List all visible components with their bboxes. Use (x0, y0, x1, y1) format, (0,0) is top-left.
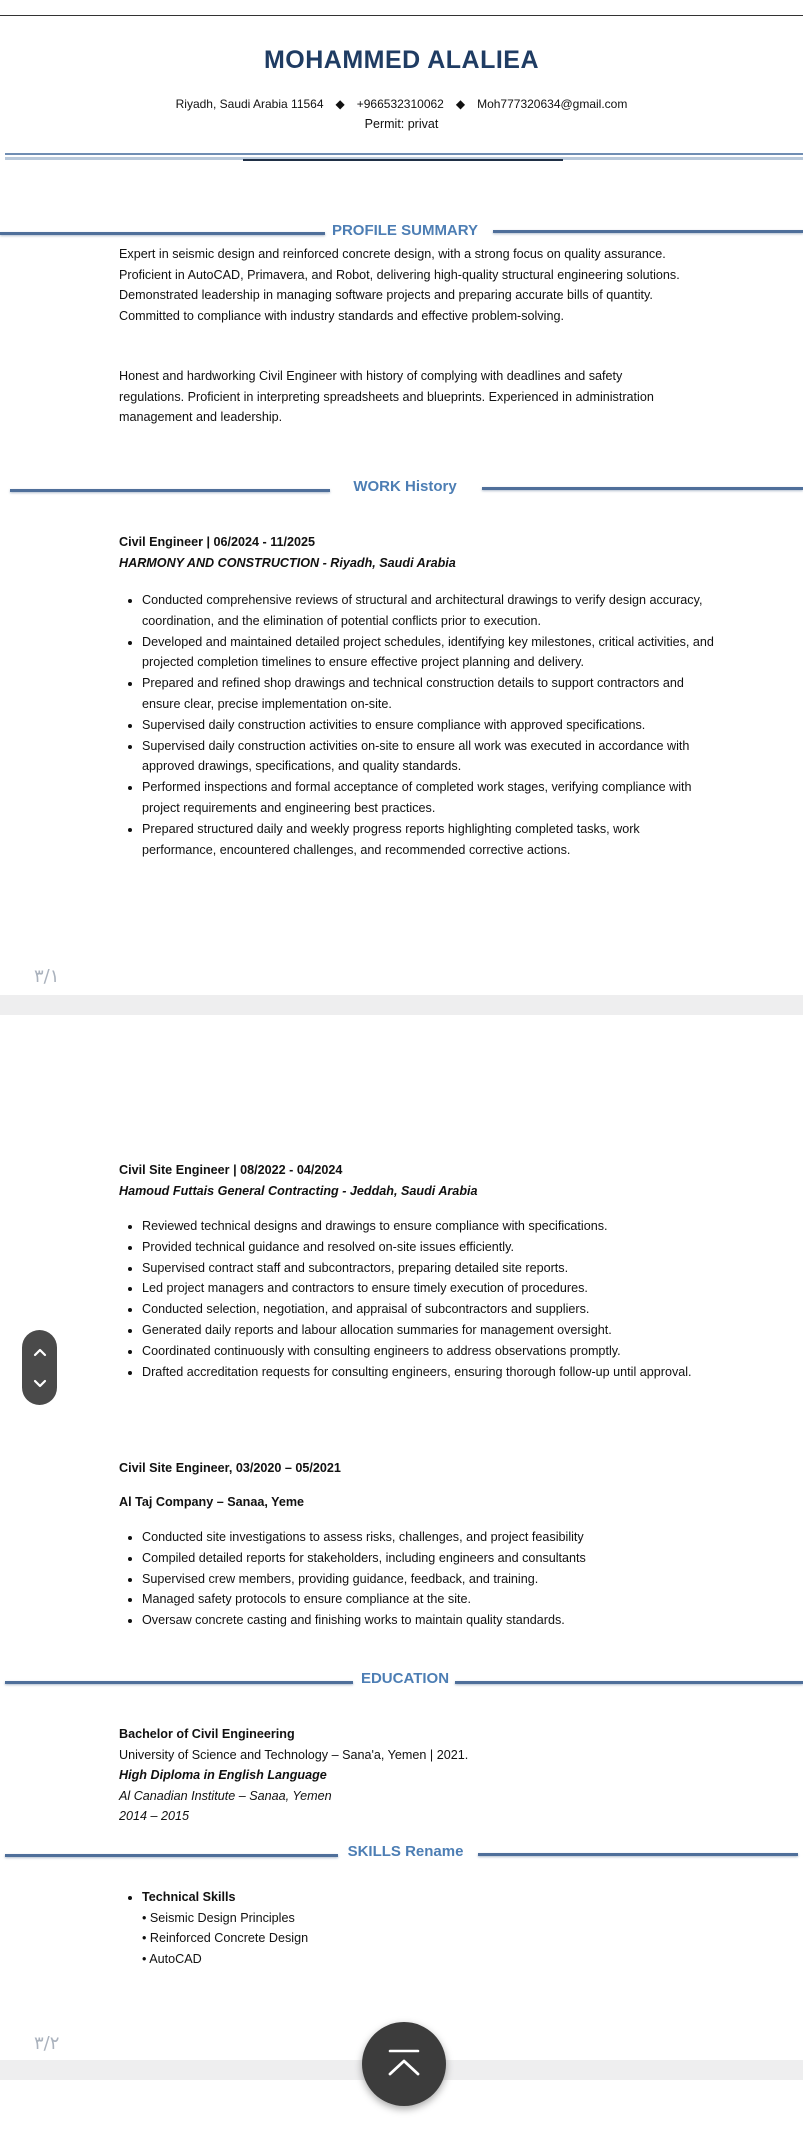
email-text: Moh777320634@gmail.com (477, 97, 628, 111)
section-rule-left (0, 232, 325, 235)
list-item: • Coordinated continuously with consulting engineers to address observations promptly. (142, 1341, 717, 1362)
list-item: • Supervised daily construction activities to ensure compliance with approved specifications. (142, 715, 717, 736)
document-page-1 (0, 0, 803, 995)
list-item: • Prepared and refined shop drawings and technical construction details to support contractors and ensure clear, precise implementation on-site. (142, 673, 717, 715)
list-item: • Provided technical guidance and resolved on-site issues efficiently. (142, 1237, 717, 1258)
chevron-down-icon[interactable] (22, 1374, 57, 1393)
list-item: • Led project managers and contractors to ensure timely execution of procedures. (142, 1278, 717, 1299)
page-number: ٣/١ (34, 966, 60, 987)
page-navigation-pill (22, 1330, 57, 1405)
work-history-heading: WORK History (353, 478, 457, 495)
header-divider (5, 153, 803, 155)
diploma-title: High Diploma in English Language (119, 1768, 327, 1782)
section-rule-right (455, 1681, 803, 1684)
diploma-years: 2014 – 2015 (119, 1809, 190, 1823)
chevron-up-icon[interactable] (22, 1342, 57, 1361)
institute-text: Al Canadian Institute – Sanaa, Yemen (119, 1789, 332, 1803)
scroll-to-top-button[interactable] (362, 2022, 446, 2106)
list-item: • Performed inspections and formal acceptance of completed work stages, verifying compliance with project requirements and engineering best practices. (142, 777, 717, 819)
header-divider-accent (243, 159, 563, 161)
list-item: • Prepared structured daily and weekly progress reports highlighting completed tasks, work performance, encountered challenges, and recommended corrective actions. (142, 819, 717, 861)
profile-paragraph-2: Honest and hardworking Civil Engineer with history of complying with deadlines and safety regulations. Proficient in interpreting spreadsheets and blueprints. Experienced in administration management and leadership. (119, 369, 654, 424)
job-company: Hamoud Futtais General Contracting - Jeddah, Saudi Arabia (119, 1184, 478, 1198)
list-item: • Supervised daily construction activities on-site to ensure all work was executed in accordance with approved drawings, specifications, and quality standards. (142, 736, 717, 778)
list-item: • Developed and maintained detailed project schedules, identifying key milestones, critical activities, and projected completion timelines to ensure effective project planning and delivery. (142, 632, 717, 674)
list-item: • Drafted accreditation requests for consulting engineers, ensuring thorough follow-up until approval. (142, 1362, 717, 1383)
profile-paragraph-1: Expert in seismic design and reinforced concrete design, with a strong focus on quality assurance. Proficient in AutoCAD, Primavera, and Robot, delivering high-quality structural engineering solutions. Demonstrated leadership in managing software projects and preparing accurate bills of quantity. Committed to compliance with industry standards and effective problem-solving. (119, 247, 680, 323)
list-item: • Supervised crew members, providing guidance, feedback, and training. (142, 1569, 717, 1590)
page-number: ٣/٢ (34, 2033, 60, 2054)
education-heading: EDUCATION (360, 1670, 450, 1687)
location-text: Riyadh, Saudi Arabia 11564 (175, 97, 324, 111)
degree-title: Bachelor of Civil Engineering (119, 1727, 295, 1741)
skills-heading: SKILLS Rename (347, 1843, 464, 1860)
permit-text: Permit: privat (364, 117, 439, 131)
section-rule-left (10, 489, 330, 492)
skill-item: • Reinforced Concrete Design (142, 1931, 309, 1945)
separator-diamond: ◆ (335, 97, 345, 111)
skill-item: • Seismic Design Principles (142, 1911, 295, 1925)
document-page-2 (0, 1015, 803, 2060)
job-bullets (119, 590, 717, 860)
section-rule-left (5, 1681, 353, 1684)
skill-item: • AutoCAD (142, 1952, 202, 1966)
page-gap (0, 995, 803, 1015)
section-rule-right (478, 1853, 798, 1856)
skills-list (119, 1887, 717, 1908)
skills-group: • Technical Skills (142, 1887, 717, 1908)
top-rule (0, 15, 803, 16)
scroll-to-top-icon (384, 2046, 424, 2082)
resume-name: MOHAMMED ALALIEA (263, 46, 540, 74)
job-bullets (119, 1216, 717, 1382)
list-item: • Generated daily reports and labour allocation summaries for management oversight. (142, 1320, 717, 1341)
section-rule-right (482, 487, 803, 490)
job-title: Civil Site Engineer | 08/2022 - 04/2024 (119, 1163, 343, 1177)
list-item: • Conducted comprehensive reviews of structural and architectural drawings to verify design accuracy, coordination, and the elimination of potential conflicts prior to execution. (142, 590, 717, 632)
job-bullets (119, 1527, 717, 1631)
list-item: • Oversaw concrete casting and finishing works to maintain quality standards. (142, 1610, 717, 1631)
job-company: HARMONY AND CONSTRUCTION - Riyadh, Saudi Arabia (119, 556, 456, 570)
section-rule-left (5, 1854, 338, 1857)
profile-summary-heading: PROFILE SUMMARY (331, 222, 479, 239)
list-item: • Conducted selection, negotiation, and appraisal of subcontractors and suppliers. (142, 1299, 717, 1320)
list-item: • Conducted site investigations to assess risks, challenges, and project feasibility (142, 1527, 717, 1548)
phone-text: +966532310062 (356, 97, 444, 111)
section-rule-right (493, 230, 803, 233)
list-item: • Compiled detailed reports for stakeholders, including engineers and consultants (142, 1548, 717, 1569)
list-item: • Managed safety protocols to ensure compliance at the site. (142, 1589, 717, 1610)
list-item: • Supervised contract staff and subcontractors, preparing detailed site reports. (142, 1258, 717, 1279)
university-text: University of Science and Technology – Sana'a, Yemen | 2021. (119, 1748, 469, 1762)
list-item: • Reviewed technical designs and drawings to ensure compliance with specifications. (142, 1216, 717, 1237)
job-company: Al Taj Company – Sanaa, Yeme (119, 1495, 305, 1509)
job-title: Civil Engineer | 06/2024 - 11/2025 (119, 535, 316, 549)
job-title: Civil Site Engineer, 03/2020 – 05/2021 (119, 1461, 341, 1475)
separator-diamond: ◆ (455, 97, 466, 111)
contact-line (0, 97, 803, 111)
